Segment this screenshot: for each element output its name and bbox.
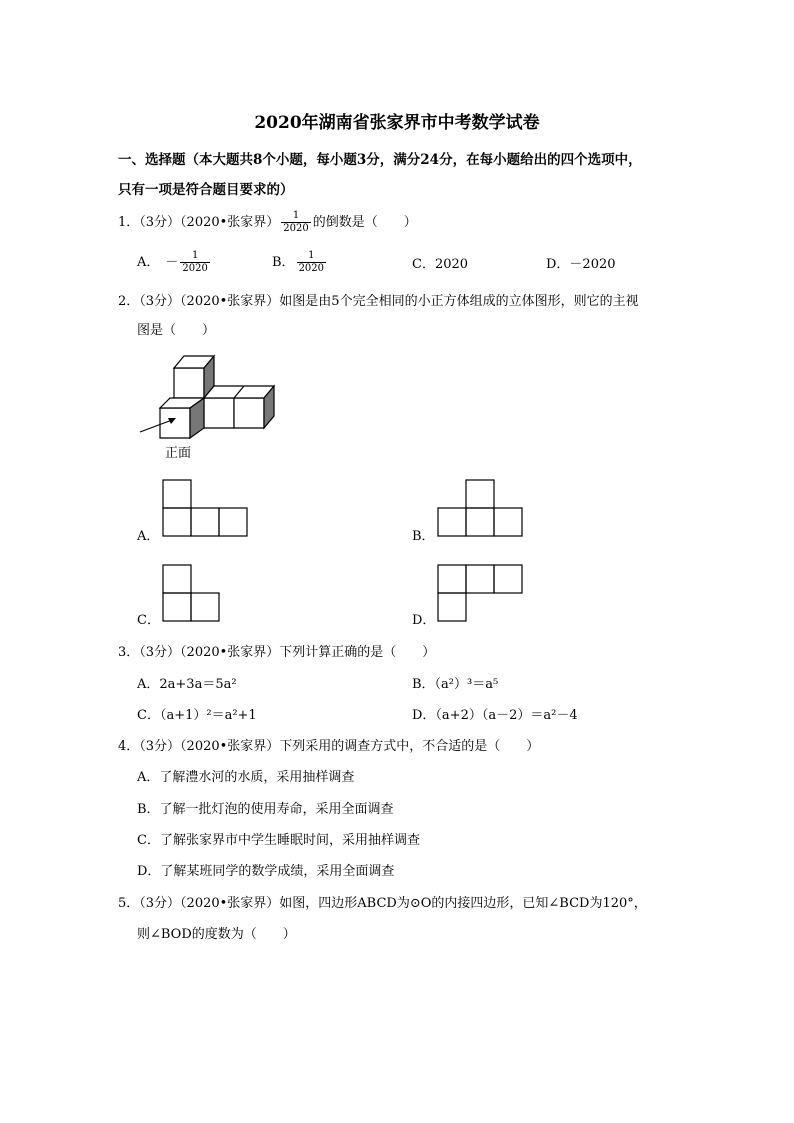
question-4-stem: 4．（3分）（2020•张家界）下列采用的调查方式中，不合适的是（ ）: [118, 739, 540, 754]
q2-option-d-figure: [437, 564, 527, 624]
q2-option-a-label: A．: [137, 529, 160, 544]
q4-option-b: B．了解一批灯泡的使用寿命，采用全面调查: [137, 802, 394, 817]
q2-option-b-figure: [437, 479, 527, 539]
q4-option-c: C．了解张家界市中学生睡眠时间，采用抽样调查: [137, 833, 420, 848]
q1-option-b-fraction: [297, 250, 326, 275]
q3-option-a: A．2a+3a＝5a²: [137, 677, 237, 692]
q4-option-d: D．了解某班同学的数学成绩，采用全面调查: [137, 864, 395, 879]
q1-option-a: [137, 250, 212, 275]
q2-option-a-figure: [162, 479, 252, 539]
section-heading-line2: 只有一项是符合题目要求的）: [118, 182, 294, 198]
q1-suffix: 的倒数是（ ）: [312, 214, 417, 230]
question-5-stem-line1: 5．（3分）（2020•张家界）如图，四边形ABCD为⊙O的内接四边形，已知∠BCD为120°，: [118, 896, 647, 911]
q1-option-a-denominator: 2020: [182, 263, 208, 274]
q2-option-d-label: D．: [412, 613, 436, 628]
question-2-stem-line1: 2．（3分）（2020•张家界）如图是由5个完全相同的小正方体组成的立体图形，则它的主视: [118, 294, 639, 309]
page-title: 2020年湖南省张家界市中考数学试卷: [254, 113, 540, 133]
question-3-stem: 3．（3分）（2020•张家界）下列计算正确的是（ ）: [118, 645, 436, 660]
question-1-stem: [118, 210, 417, 235]
question-2-stem-line2: 图是（ ）: [137, 323, 216, 338]
q1-option-b-numerator: 1: [308, 250, 315, 261]
question-5-stem-line2: 则∠BOD的度数为（ ）: [137, 927, 296, 942]
q4-option-a: A．了解澧水河的水质，采用抽样调查: [137, 770, 355, 785]
q1-option-a-label: A．: [137, 254, 160, 270]
q1-fraction-denominator: 2020: [283, 223, 309, 234]
cube-figure: [130, 352, 290, 462]
q1-prefix: 1．（3分）（2020•张家界）: [118, 214, 280, 230]
q2-option-b-label: B．: [412, 529, 435, 544]
section-heading-line1: 一、选择题（本大题共8个小题，每小题3分，满分24分，在每小题给出的四个选项中，: [118, 152, 642, 168]
q1-option-b: [272, 250, 328, 275]
q2-option-c-label: C．: [137, 613, 160, 628]
q1-option-b-denominator: 2020: [298, 263, 325, 274]
q1-option-b-label: B．: [272, 254, 295, 270]
q3-option-b: B．（a²）³＝a⁵: [412, 677, 499, 692]
q1-option-a-numerator: 1: [191, 250, 199, 261]
q3-option-c: C．（a+1）²＝a²+1: [137, 708, 257, 723]
q1-option-c: C．2020: [412, 257, 469, 272]
q1-option-a-fraction: [180, 250, 209, 275]
q2-option-c-figure: [162, 564, 224, 624]
q1-fraction-numerator: 1: [292, 210, 300, 221]
q1-fraction: [281, 210, 310, 235]
front-label: 正面: [165, 446, 192, 461]
q1-option-d: D．－2020: [546, 257, 616, 272]
q1-option-a-sign: －: [165, 254, 179, 270]
q3-option-d: D．（a+2）（a－2）＝a²－4: [412, 708, 578, 723]
